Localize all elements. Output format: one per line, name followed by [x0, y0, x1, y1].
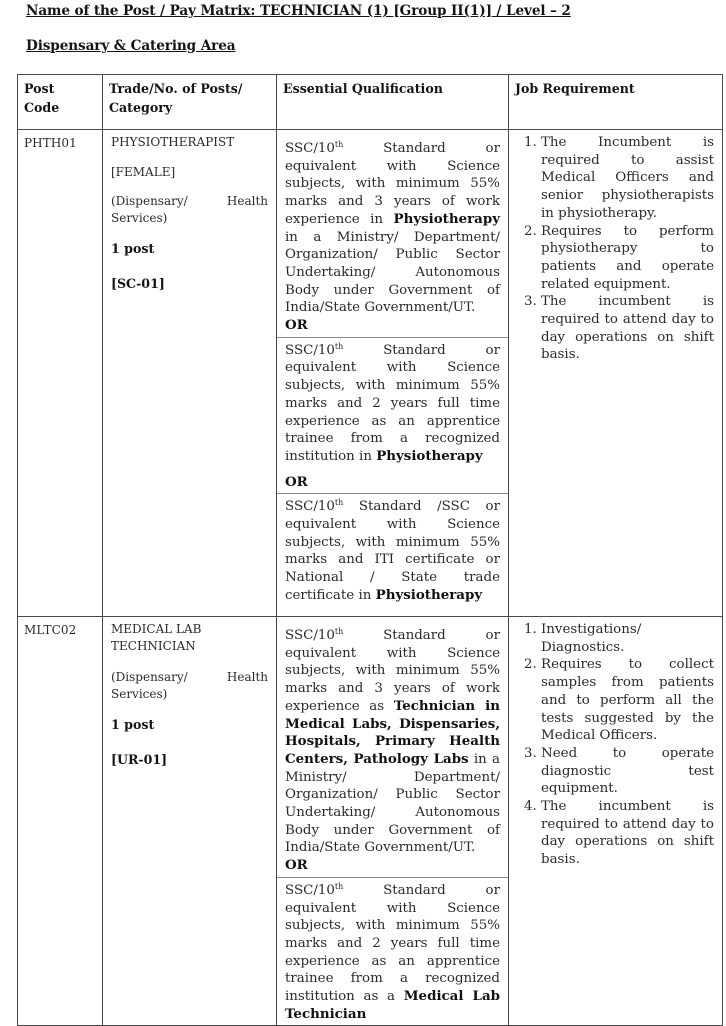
- qualification-cell: [277, 130, 509, 617]
- or-separator: OR: [285, 857, 308, 874]
- qualification-field-bold: Physiotherapy: [393, 210, 500, 227]
- post-code-cell: [18, 617, 103, 1026]
- qualification-option: [277, 130, 508, 337]
- posts-table: [17, 74, 723, 1026]
- qualification-option: [277, 337, 508, 494]
- header-qualification: Essential Qualification: [277, 75, 509, 130]
- job-requirement-item: 1. The Incumbent is required to assist Medical Officers and senior physiotherapists in physiotherapy.: [541, 134, 714, 223]
- trade-posts: [111, 717, 268, 734]
- header-trade-line2: Category: [109, 100, 173, 115]
- trade-title: [111, 134, 268, 151]
- qualification-body: Standard or equivalent with Science subjects, with minimum 55% marks and 3 years of work experience in: [285, 141, 500, 227]
- qualification-field-bold: Technician in Medical Labs, Dispensaries, Hospitals, Primary Health Centers, Pathology Labs: [285, 697, 501, 767]
- trade-area: [111, 193, 268, 226]
- qualification-text: [285, 140, 500, 317]
- qualification-body: Standard or equivalent with Science subjects, with minimum 55% marks and 2 years full time experience as an apprentice trainee from a recognized institution as a: [285, 882, 500, 1005]
- area-heading: Dispensary & Catering Area: [26, 38, 236, 54]
- qualification-prefix: SSC/10: [285, 499, 335, 515]
- qualification-text: [285, 882, 500, 1024]
- job-requirement-item: 3. The incumbent is required to attend day to day operations on shift basis.: [541, 293, 714, 364]
- qualification-superscript: th: [334, 341, 344, 351]
- job-requirement-list: [513, 621, 714, 869]
- qualification-option: [277, 493, 508, 606]
- table-header-row: [18, 75, 723, 130]
- qualification-tail: in a Ministry/ Department/ Organization/ Public Sector Undertaking/ Autonomous Body under Government of India/State Government/UT.: [285, 229, 500, 316]
- trade-title-line2: TECHNICIAN: [111, 638, 196, 653]
- qualification-body: Standard or equivalent with Science subjects, with minimum 55% marks and 3 years of work experience as: [285, 628, 500, 714]
- job-requirement-item: 4. The incumbent is required to attend day to day operations on shift basis.: [541, 798, 714, 869]
- trade-cell: [103, 617, 277, 1026]
- trade-posts: [111, 241, 268, 258]
- job-requirement-item: 2. Requires to perform physiotherapy to patients and operate related equipment.: [541, 223, 714, 294]
- trade-category-text: [SC-01]: [111, 275, 165, 291]
- trade-title: [111, 621, 268, 654]
- qualification-superscript: th: [334, 140, 344, 149]
- qualification-option: [277, 877, 508, 1026]
- job-requirement-list: [513, 134, 714, 364]
- table-row: [18, 130, 723, 617]
- qualification-field-bold: Physiotherapy: [376, 447, 483, 464]
- table-row: [18, 617, 723, 1026]
- header-trade: [103, 75, 277, 130]
- trade-posts-text: 1 post: [111, 241, 155, 256]
- qualification-text: [285, 342, 500, 466]
- header-post-code-line2: Code: [24, 100, 60, 115]
- trade-posts-text: 1 post: [111, 717, 155, 732]
- trade-area: [111, 669, 268, 702]
- post-code-cell: [18, 130, 103, 617]
- trade-cell: [103, 130, 277, 617]
- job-requirement-item: 1. Investigations/ Diagnostics.: [541, 621, 714, 656]
- or-separator: OR: [285, 473, 308, 490]
- trade-title-line1: MEDICAL LAB: [111, 622, 202, 636]
- trade-category: [111, 752, 268, 769]
- qualification-text: [285, 627, 500, 857]
- job-requirement-cell: [509, 617, 723, 1026]
- header-job-requirement: Job Requirement: [509, 75, 723, 130]
- or-separator: OR: [285, 317, 308, 334]
- qualification-prefix: SSC/10: [285, 882, 335, 898]
- post-pay-matrix-heading: Name of the Post / Pay Matrix: TECHNICIAN (1) [Group II(1)] / Level – 2: [26, 3, 571, 19]
- post-code: MLTC02: [24, 623, 77, 637]
- qualification-superscript: th: [334, 498, 344, 508]
- header-trade-line1: Trade/No. of Posts/: [109, 81, 243, 96]
- header-post-code-line1: Post: [24, 81, 55, 96]
- post-code: PHTH01: [24, 136, 77, 150]
- trade-area-text: (Dispensary/ Health Services): [111, 194, 268, 225]
- job-requirement-item: 3. Need to operate diagnostic test equipment.: [541, 745, 714, 798]
- qualification-prefix: SSC/10: [285, 141, 335, 156]
- qualification-prefix: SSC/10: [285, 342, 335, 358]
- trade-area-text: (Dispensary/ Health Services): [111, 670, 268, 701]
- trade-gender-text: [FEMALE]: [111, 164, 176, 179]
- job-requirement-item: 2. Requires to collect samples from patients and to perform all the tests suggested by the Medical Officers.: [541, 656, 714, 745]
- qualification-field-bold: Medical Lab Technician: [285, 988, 501, 1022]
- qualification-body: Standard /SSC or equivalent with Science subjects, with minimum 55% marks and ITI certificate or National / State trade certificate in: [285, 499, 500, 603]
- qualification-prefix: SSC/10: [285, 628, 335, 643]
- qualification-superscript: th: [334, 881, 344, 891]
- qualification-body: Standard or equivalent with Science subjects, with minimum 55% marks and 2 years full time experience as an apprentice trainee from a recognized institution in: [285, 342, 500, 464]
- job-requirement-cell: [509, 130, 723, 617]
- qualification-field-bold: Physiotherapy: [375, 586, 483, 603]
- trade-title-text: PHYSIOTHERAPIST: [111, 135, 235, 149]
- header-post-code: [18, 75, 103, 130]
- trade-gender: [111, 164, 268, 181]
- trade-category: [111, 276, 268, 293]
- qualification-superscript: th: [334, 627, 344, 636]
- qualification-text: [285, 498, 500, 604]
- qualification-cell: [277, 617, 509, 1026]
- qualification-tail: in a Ministry/ Department/ Organization/ Public Sector Undertaking/ Autonomous Body under Government of India/State Government/UT.: [285, 751, 500, 856]
- trade-category-text: [UR-01]: [111, 751, 168, 767]
- qualification-option: [277, 617, 508, 877]
